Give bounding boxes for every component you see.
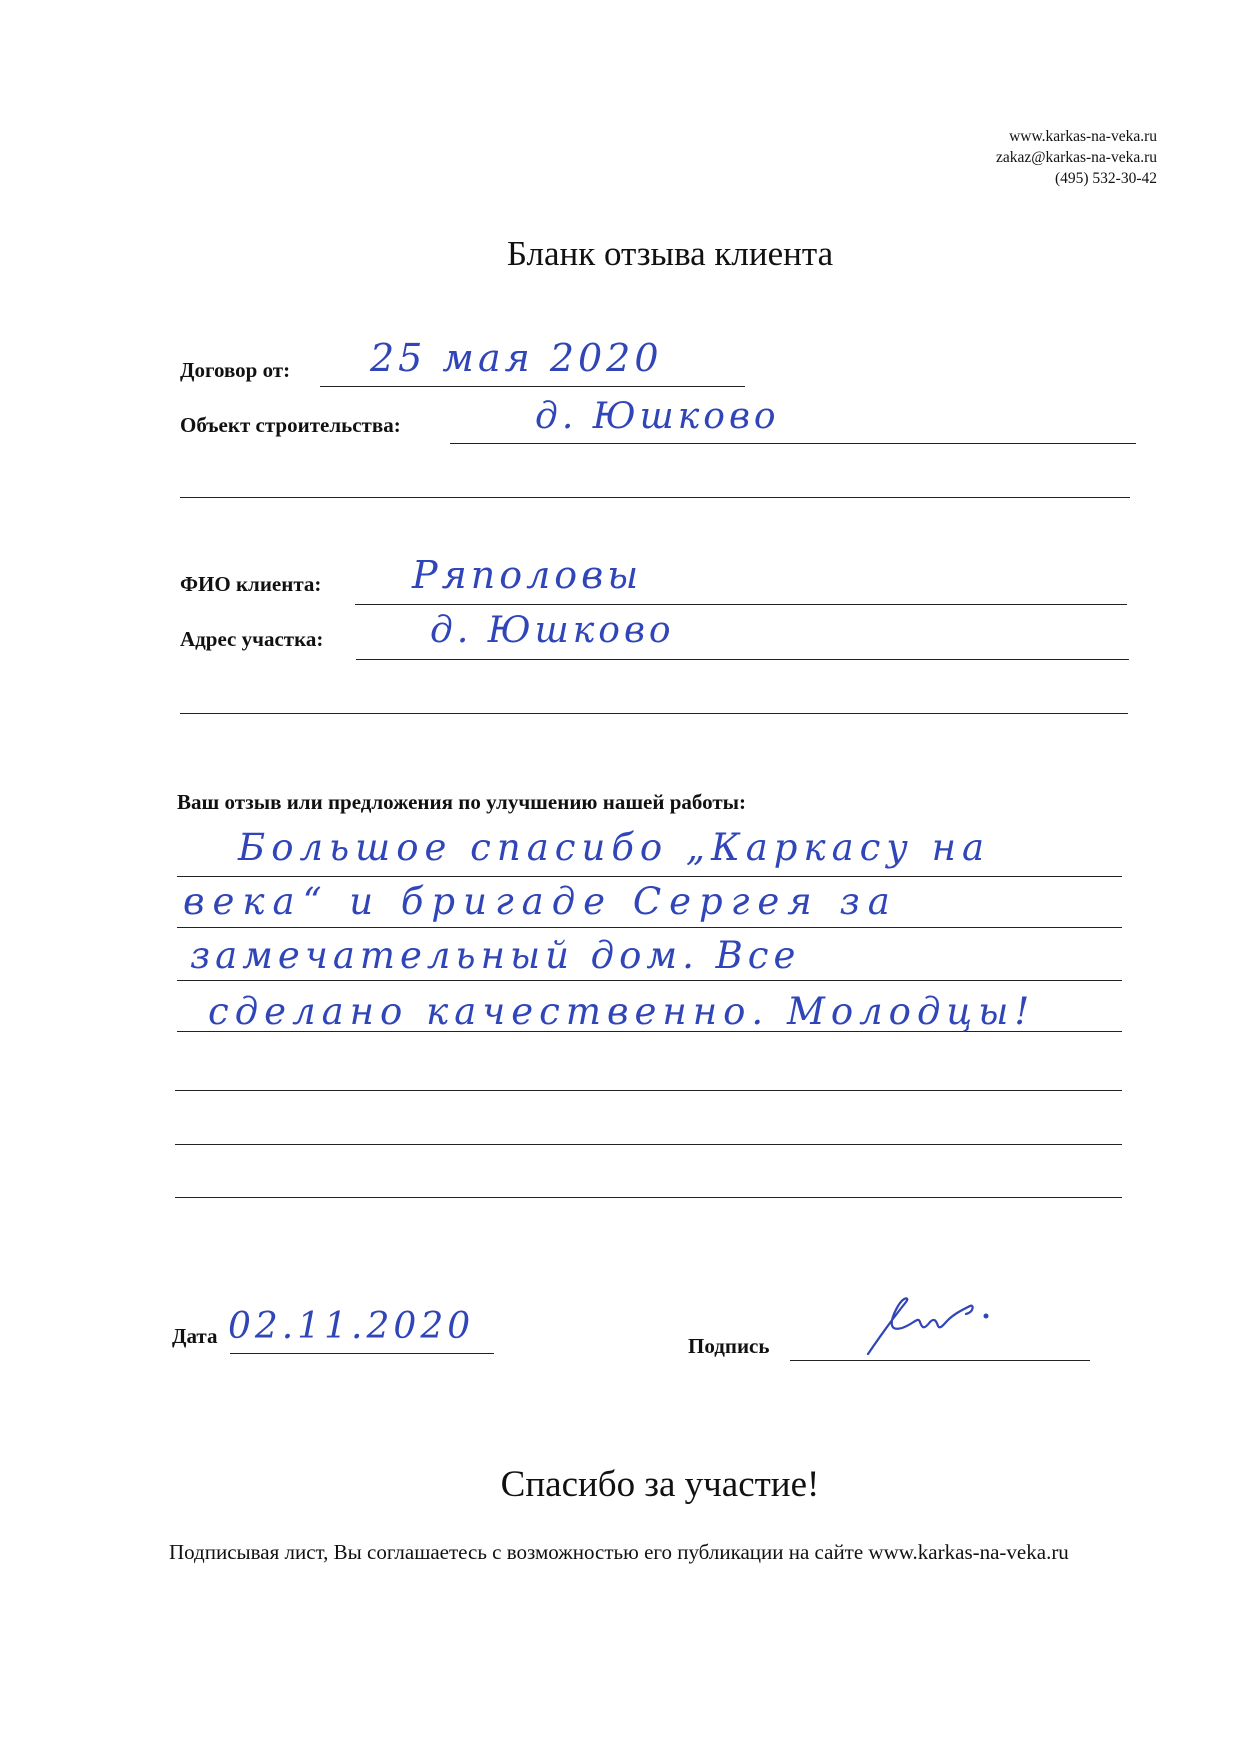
contacts-block (996, 126, 1157, 189)
client-label: ФИО клиента: (180, 572, 322, 596)
thanks-heading: Спасибо за участие! (500, 1464, 820, 1505)
object-label: Объект строительства: (180, 413, 401, 437)
feedback-text-line-3: замечательный дом. Все (190, 934, 801, 977)
date-value: 02.11.2020 (228, 1306, 475, 1347)
feedback-text-line-1: Большое спасибо „Каркасу на (238, 826, 991, 869)
feedback-line-7 (175, 1197, 1122, 1198)
object-line-2 (180, 497, 1130, 498)
contract-line (320, 386, 745, 387)
address-line-2 (180, 713, 1128, 714)
client-line (355, 604, 1127, 605)
address-value: д. Юшково (430, 610, 675, 651)
address-line (356, 659, 1129, 660)
feedback-line-5 (175, 1090, 1122, 1091)
website-text: www.karkas-na-veka.ru (1009, 128, 1157, 145)
form-title: Бланк отзыва клиента (506, 234, 834, 273)
feedback-line-3 (177, 980, 1122, 981)
feedback-text-line-4: сделано качественно. Молодцы! (208, 990, 1036, 1033)
handwritten-signature (858, 1292, 1018, 1362)
feedback-line-1 (177, 876, 1122, 877)
email-text: zakaz@karkas-na-veka.ru (996, 149, 1157, 166)
feedback-line-2 (177, 927, 1122, 928)
date-label: Дата (172, 1324, 218, 1348)
signature-label: Подпись (688, 1334, 770, 1358)
date-line (230, 1353, 494, 1354)
consent-note: Подписывая лист, Вы соглашаетесь с возможностью его публикации на сайте www.karkas-na-veka.ru (169, 1540, 1069, 1564)
feedback-text-line-2: века“ и бригаде Сергея за (183, 880, 898, 923)
feedback-label: Ваш отзыв или предложения по улучшению нашей работы: (177, 790, 747, 814)
object-value: д. Юшково (535, 396, 780, 437)
contract-value: 25 мая 2020 (370, 336, 663, 380)
client-value: Ряполовы (412, 553, 643, 597)
object-line (450, 443, 1136, 444)
feedback-line-6 (175, 1144, 1122, 1145)
contract-label: Договор от: (180, 358, 291, 382)
address-label: Адрес участка: (180, 627, 324, 651)
phone-text: (495) 532-30-42 (1054, 170, 1157, 187)
